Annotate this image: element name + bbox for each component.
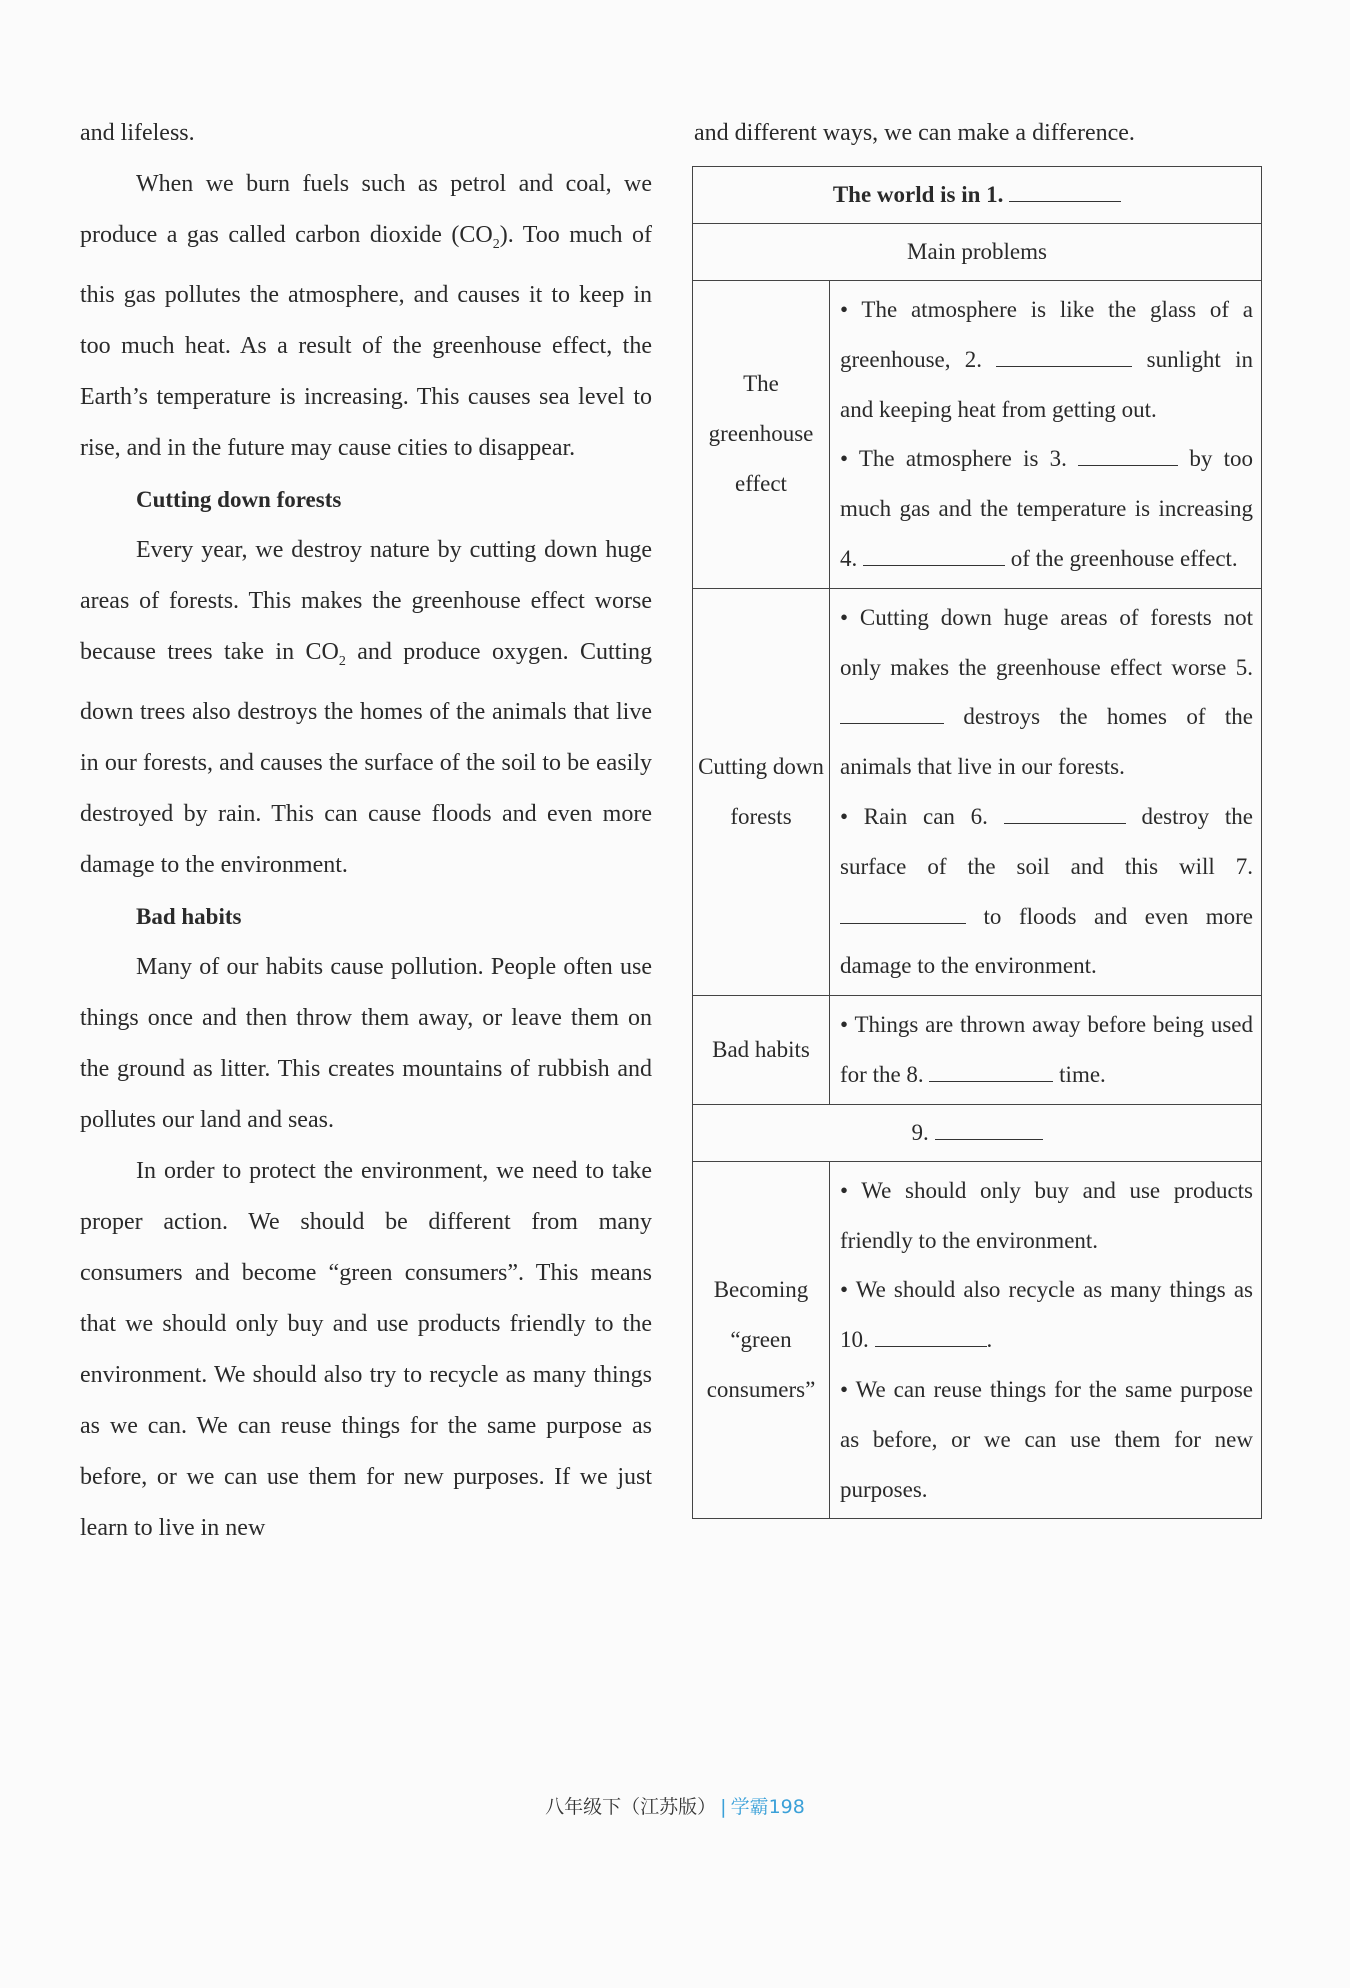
paragraph-protect: In order to protect the environment, we need to take proper action. We should be different from many consumers and become “green consumers”. This means that we should only buy and use products friendly to the environment. We should also try to recycle as many things as we can. We can reuse things for the same purpose as before, or we can use them for new purposes. If we just learn to live in new <box>80 1157 652 1541</box>
blank-2[interactable] <box>996 348 1132 367</box>
detail-green-consumers: • We should only buy and use products friendly to the environment. • We should also recycle as many things as 10. . • We can reuse things for the same purpose as before, or we can use them for new purposes. <box>830 1161 1262 1519</box>
footer-brand: 学霸 <box>730 1796 769 1818</box>
blank-7[interactable] <box>840 905 966 924</box>
heading-cutting-down-forests: Cutting down forests <box>136 486 342 512</box>
main-problems-header: Main problems <box>693 224 1262 281</box>
right-column <box>694 108 1262 1519</box>
solutions-header: 9. <box>693 1104 1262 1161</box>
summary-table <box>692 166 1262 1519</box>
blank-8[interactable] <box>929 1063 1053 1082</box>
paragraph-forests: Every year, we destroy nature by cutting down huge areas of forests. This makes the greenhouse effect worse because trees take in $CO_2$ and produce oxygen. Cutting down trees also destroys the homes of the animals that live in our forests, and causes the surface of the soil to be easily destroyed by rain. This can cause floods and even more damage to the environment. <box>80 536 652 878</box>
paragraph-end: and different ways, we can make a difference. <box>694 120 1135 146</box>
table-row <box>693 1161 1262 1519</box>
paragraph-habits: Many of our habits cause pollution. People often use things once and then throw them away, or leave them on the ground as litter. This creates mountains of rubbish and pollutes our land and seas. <box>80 953 652 1133</box>
category-greenhouse: The greenhouse effect <box>693 281 830 589</box>
page-footer <box>0 1792 1350 1819</box>
category-forests: Cutting down forests <box>693 588 830 995</box>
blank-9[interactable] <box>935 1121 1043 1140</box>
paragraph-continuation: and lifeless. <box>80 120 195 146</box>
blank-1[interactable] <box>1009 183 1121 202</box>
table-title: The world is in 1. <box>693 167 1262 224</box>
footer-separator: | <box>720 1796 727 1818</box>
heading-bad-habits: Bad habits <box>136 903 242 929</box>
detail-bad-habits: • Things are thrown away before being used for the 8. time. <box>830 996 1262 1105</box>
table-row <box>693 996 1262 1105</box>
blank-3[interactable] <box>1078 447 1178 466</box>
table-row <box>693 281 1262 589</box>
left-column <box>80 108 652 1554</box>
category-green-consumers: Becoming “green consumers” <box>693 1161 830 1519</box>
page-number: 198 <box>768 1796 805 1818</box>
detail-greenhouse: • The atmosphere is like the glass of a greenhouse, 2. sunlight in and keeping heat from getting out. • The atmosphere is 3. by too much gas and the temperature is increasing 4. of the greenhouse effect. <box>830 281 1262 589</box>
blank-10[interactable] <box>875 1328 987 1347</box>
footer-grade: 八年级下（江苏版） <box>545 1796 717 1818</box>
category-bad-habits: Bad habits <box>693 996 830 1105</box>
blank-5[interactable] <box>840 705 944 724</box>
paragraph-fuels: When we burn fuels such as petrol and coal, we produce a gas called carbon dioxide $(CO_2)$. Too much of this gas pollutes the atmosphere, and causes it to keep in too much heat. As a result of the greenhouse effect, the Earth’s temperature is increasing. This causes sea level to rise, and in the future may cause cities to disappear. <box>80 171 653 461</box>
blank-6[interactable] <box>1004 805 1126 824</box>
detail-forests: • Cutting down huge areas of forests not only makes the greenhouse effect worse 5. destroys the homes of the animals that live in our forests. • Rain can 6. destroy the surface of the soil and this will 7. to floods and even more damage to the environment. <box>830 588 1262 995</box>
table-row <box>693 588 1262 995</box>
blank-4[interactable] <box>863 547 1005 566</box>
